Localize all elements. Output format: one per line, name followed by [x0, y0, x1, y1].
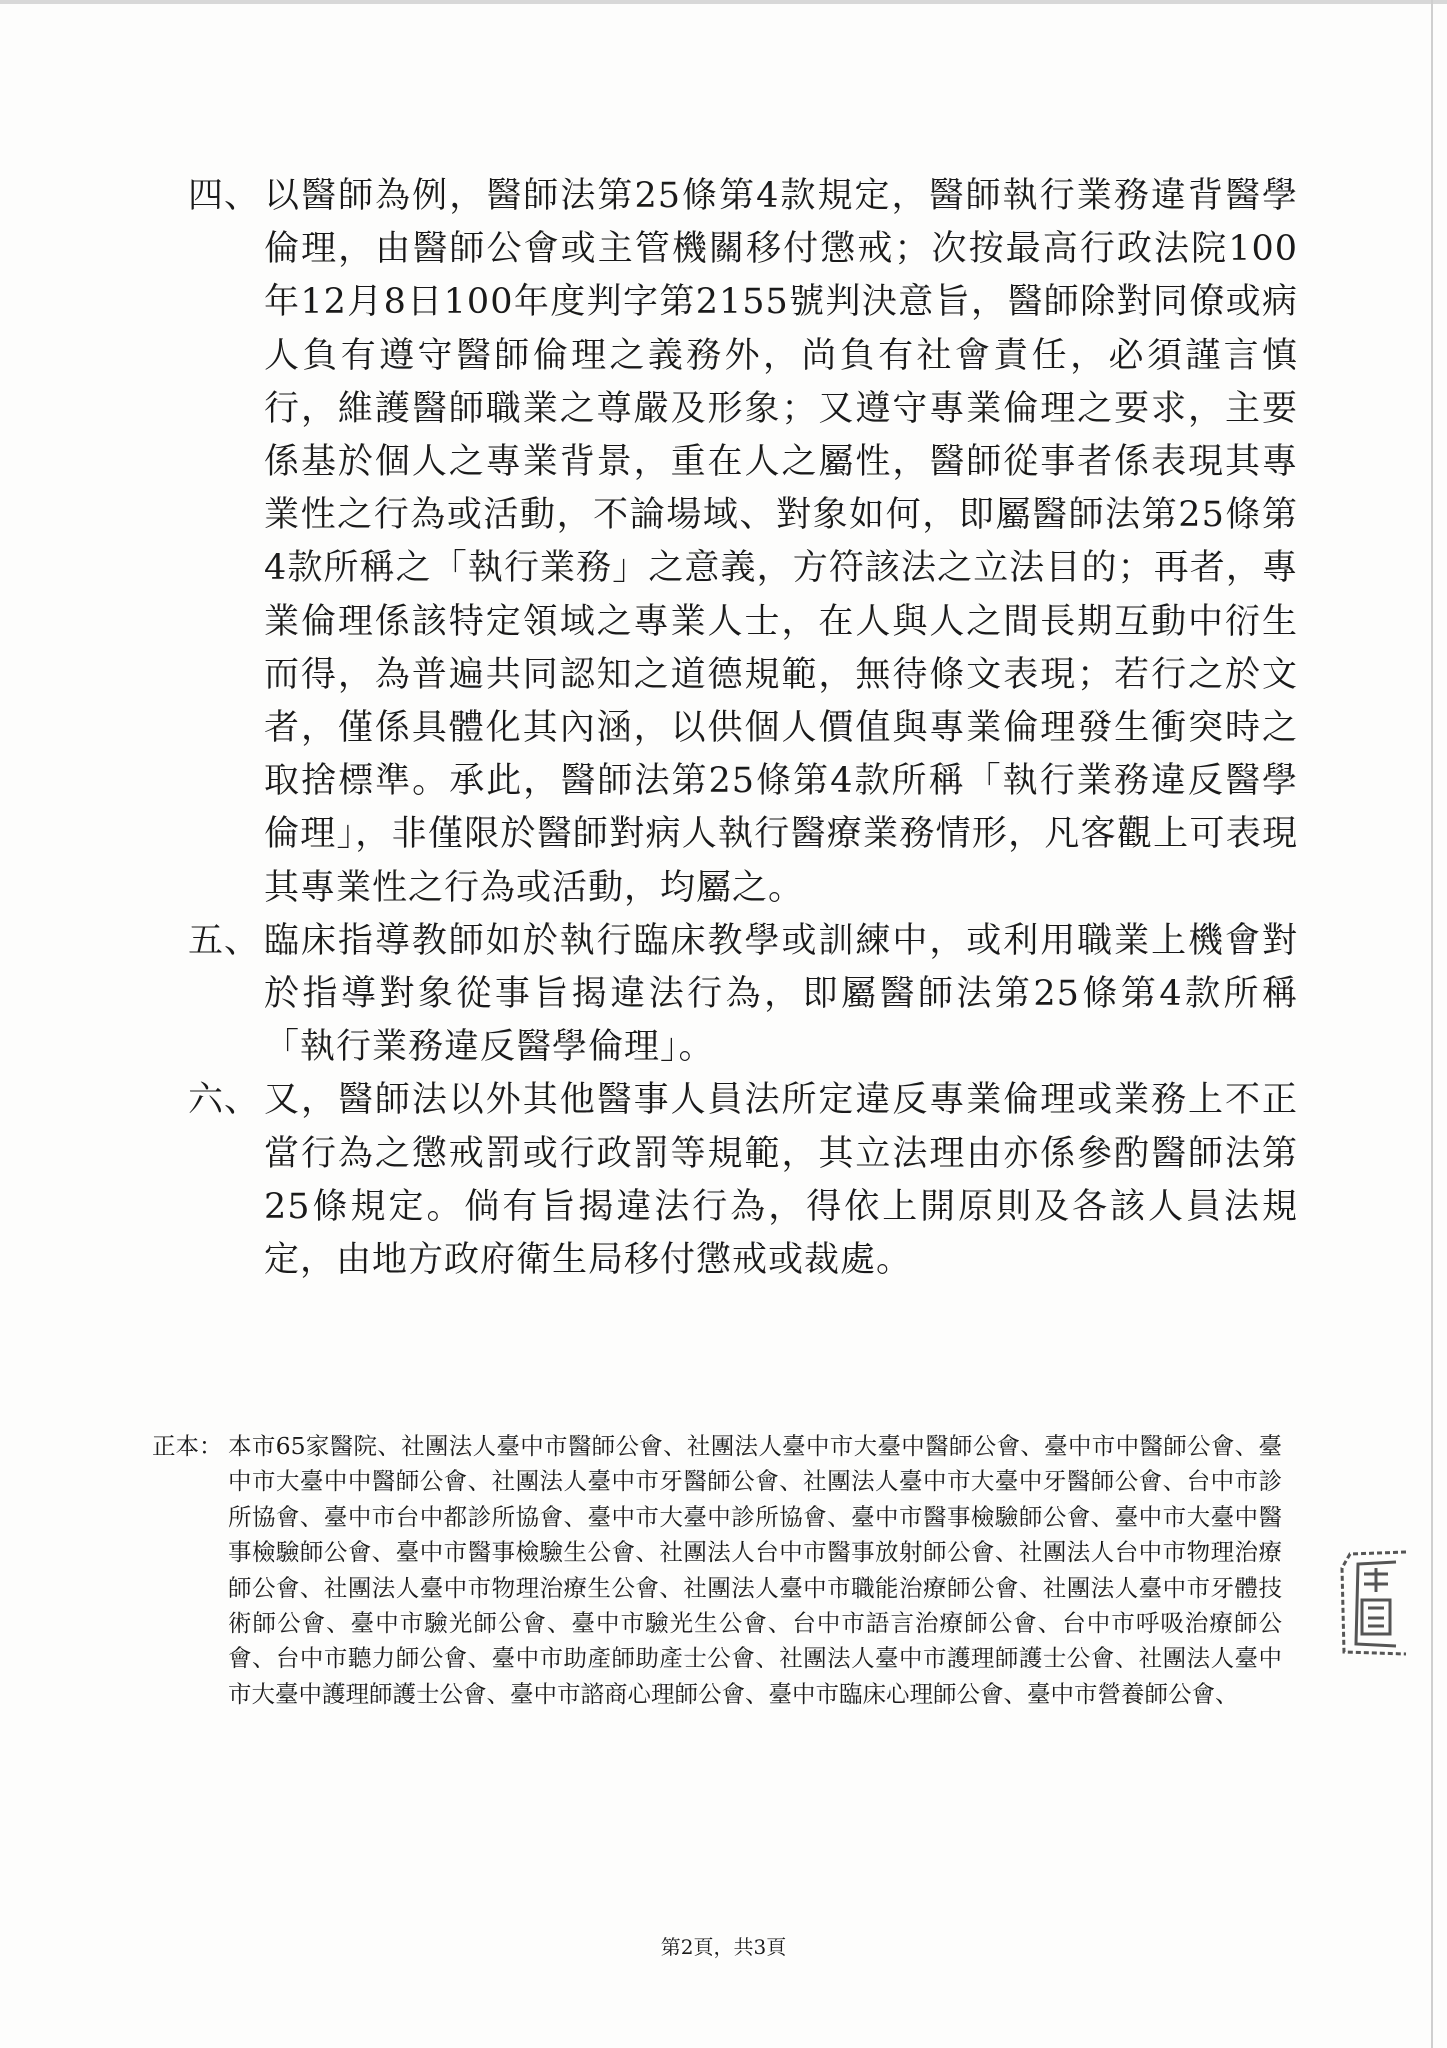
item-six — [188, 1074, 1298, 1287]
item-five — [188, 915, 1298, 1075]
page-footer: 第2頁，共3頁 — [660, 1935, 787, 1959]
scan-edge-right — [1431, 0, 1433, 2048]
scan-edge-top — [0, 0, 1447, 4]
seam-stamp-icon — [1336, 1548, 1410, 1658]
item-four — [188, 170, 1298, 915]
explanation-items — [188, 170, 1298, 1287]
recipients-list: 本市65家醫院、社團法人臺中市醫師公會、社團法人臺中市大臺中醫師公會、臺中市中醫師公會、臺中市大臺中中醫師公會、社團法人臺中市牙醫師公會、社團法人臺中市大臺中牙醫師公會、台中市診所協會、臺中市台中都診所協會、臺中市大臺中診所協會、臺中市醫事檢驗師公會、臺中市大臺中醫事檢驗師公會、臺中市醫事檢驗生公會、社團法人台中市醫事放射師公會、社團法人台中市物理治療師公會、社團法人臺中市物理治療生公會、社團法人臺中市職能治療師公會、社團法人臺中市牙體技術師公會、臺中市驗光師公會、臺中市驗光生公會、台中市語言治療師公會、台中市呼吸治療師公會、台中市聽力師公會、臺中市助產師助產士公會、社團法人臺中市護理師護士公會、社團法人臺中市大臺中護理師護士公會、臺中市諮商心理師公會、臺中市臨床心理師公會、臺中市營養師公會、 — [228, 1432, 1282, 1708]
recipients-block — [152, 1429, 1282, 1712]
item-label: 四、 — [188, 176, 261, 216]
item-label: 五、 — [188, 920, 261, 961]
item-text: 臨床指導教師如於執行臨床教學或訓練中，或利用職業上機會對於指導對象從事旨揭違法行為，即屬醫師法第25條第4款所稱「執行業務違反醫學倫理」。 — [264, 920, 1298, 1068]
recipients-label: 正本： — [152, 1432, 223, 1460]
item-text: 以醫師為例，醫師法第25條第4款規定，醫師執行業務違背醫學倫理，由醫師公會或主管機關移付懲戒；次按最高行政法院100年12月8日100年度判字第2155號判決意旨，醫師除對同僚或病人負有遵守醫師倫理之義務外，尚負有社會責任，必須謹言慎行，維護醫師職業之尊嚴及形象；又遵守專業倫理之要求，主要係基於個人之專業背景，重在人之屬性，醫師從事者係表現其專業性之行為或活動，不論場域、對象如何，即屬醫師法第25條第4款所稱之「執行業務」之意義，方符該法之立法目的；再者，專業倫理係該特定領域之專業人士，在人與人之間長期互動中衍生而得，為普遍共同認知之道德規範，無待條文表現；若行之於文者，僅係具體化其內涵，以供個人價值與專業倫理發生衝突時之取捨標準。承此，醫師法第25條第4款所稱「執行業務違反醫學倫理」，非僅限於醫師對病人執行醫療業務情形，凡客觀上可表現其專業性之行為或活動，均屬之。 — [264, 176, 1298, 908]
item-label: 六、 — [188, 1080, 261, 1121]
item-text: 又，醫師法以外其他醫事人員法所定違反專業倫理或業務上不正當行為之懲戒罰或行政罰等規範，其立法理由亦係參酌醫師法第25條規定。倘有旨揭違法行為，得依上開原則及各該人員法規定，由地方政府衛生局移付懲戒或裁處。 — [264, 1080, 1298, 1281]
